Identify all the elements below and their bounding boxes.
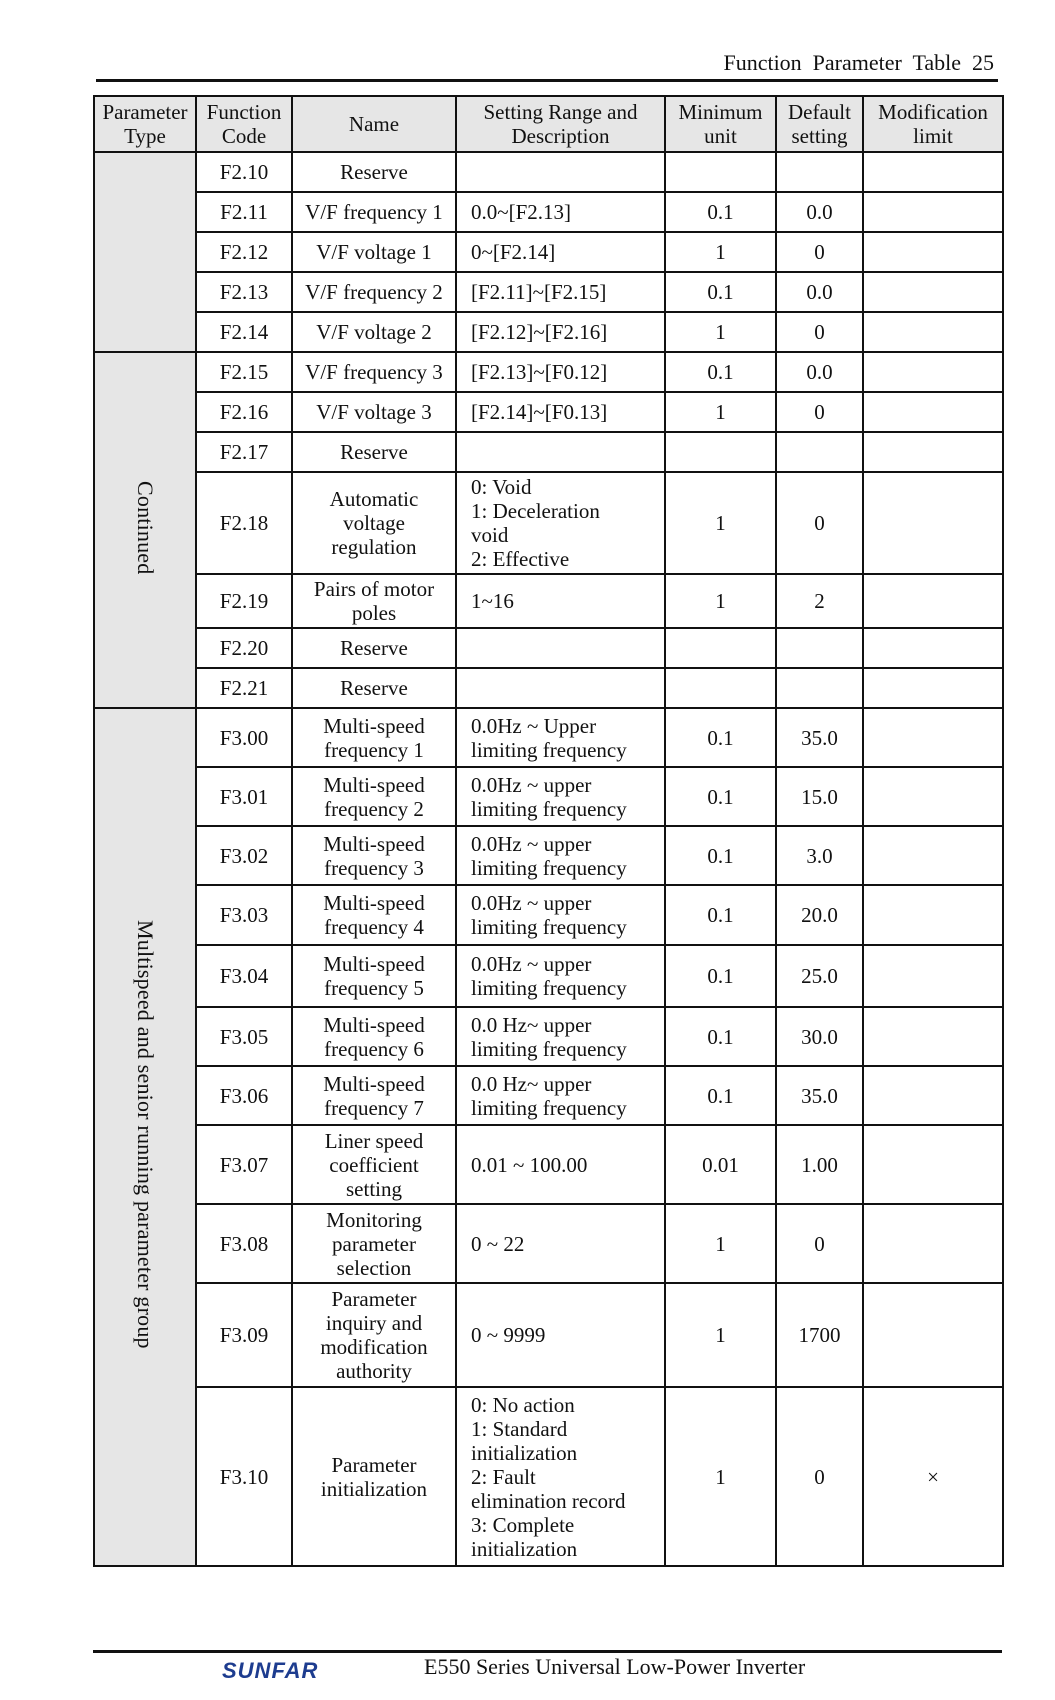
cell-function-code: F3.05 [196,1007,292,1066]
cell-function-code: F2.16 [196,392,292,432]
cell-minimum-unit [665,152,776,192]
cell-default-setting: 0 [776,1204,863,1283]
cell-modification-limit [863,574,1003,628]
table-row [94,628,1003,668]
cell-name: Pairs of motor poles [292,574,456,628]
cell-function-code: F3.06 [196,1066,292,1125]
cell-default-setting: 15.0 [776,767,863,826]
cell-modification-limit [863,1125,1003,1204]
cell-modification-limit [863,826,1003,885]
cell-modification-limit [863,1283,1003,1387]
cell-minimum-unit [665,668,776,708]
cell-setting-range [456,152,665,192]
table-row [94,1125,1003,1204]
parameter-table [93,95,1004,1567]
cell-default-setting [776,152,863,192]
cell-minimum-unit: 1 [665,312,776,352]
cell-setting-range: 0~[F2.14] [456,232,665,272]
cell-setting-range: 0.0 Hz~ upper limiting frequency [456,1066,665,1125]
cell-modification-limit [863,767,1003,826]
cell-minimum-unit [665,628,776,668]
cell-setting-range: 0.0Hz ~ upper limiting frequency [456,945,665,1007]
cell-function-code: F2.10 [196,152,292,192]
cell-name: Multi-speed frequency 3 [292,826,456,885]
cell-setting-range: 0 ~ 9999 [456,1283,665,1387]
cell-name: Multi-speed frequency 1 [292,708,456,767]
cell-name: Liner speed coefficient setting [292,1125,456,1204]
cell-name: Multi-speed frequency 7 [292,1066,456,1125]
table-row [94,767,1003,826]
cell-minimum-unit: 1 [665,1283,776,1387]
cell-default-setting: 3.0 [776,826,863,885]
header-default-setting: Default setting [776,96,863,152]
cell-minimum-unit: 1 [665,574,776,628]
table-row [94,885,1003,945]
cell-minimum-unit: 0.1 [665,1066,776,1125]
footer-rule [93,1650,1002,1653]
cell-function-code: F2.11 [196,192,292,232]
cell-default-setting: 0.0 [776,192,863,232]
cell-function-code: F3.09 [196,1283,292,1387]
cell-name: V/F frequency 1 [292,192,456,232]
cell-default-setting: 0.0 [776,272,863,312]
table-row [94,1283,1003,1387]
table-header-row [94,96,1003,152]
cell-function-code: F3.00 [196,708,292,767]
cell-name: Multi-speed frequency 2 [292,767,456,826]
cell-modification-limit [863,272,1003,312]
cell-modification-limit [863,708,1003,767]
cell-setting-range: 0: No action 1: Standard initialization 2: Fault elimination record 3: Complete initialization [456,1387,665,1566]
cell-minimum-unit: 1 [665,1387,776,1566]
cell-default-setting: 1700 [776,1283,863,1387]
table-row [94,352,1003,392]
cell-default-setting: 0 [776,312,863,352]
page-header [96,42,998,82]
cell-setting-range: 0.0~[F2.13] [456,192,665,232]
cell-name: V/F frequency 3 [292,352,456,392]
table-row [94,945,1003,1007]
cell-setting-range: 1~16 [456,574,665,628]
cell-name: Parameter initialization [292,1387,456,1566]
page-header-title: Function Parameter Table 25 [723,50,994,75]
cell-minimum-unit: 0.1 [665,885,776,945]
cell-modification-limit [863,192,1003,232]
cell-function-code: F3.08 [196,1204,292,1283]
cell-default-setting: 0 [776,392,863,432]
cell-setting-range: [F2.12]~[F2.16] [456,312,665,352]
cell-name: Reserve [292,152,456,192]
header-function-code: Function Code [196,96,292,152]
cell-modification-limit [863,152,1003,192]
cell-default-setting: 35.0 [776,1066,863,1125]
cell-setting-range: [F2.13]~[F0.12] [456,352,665,392]
table-row [94,1387,1003,1566]
cell-minimum-unit: 0.1 [665,708,776,767]
cell-function-code: F3.10 [196,1387,292,1566]
cell-name: Reserve [292,668,456,708]
table-row [94,152,1003,192]
cell-default-setting: 0 [776,1387,863,1566]
header-setting-range: Setting Range and Description [456,96,665,152]
cell-minimum-unit [665,432,776,472]
table-row [94,574,1003,628]
header-parameter-type: Parameter Type [94,96,196,152]
table-row [94,192,1003,232]
cell-function-code: F2.18 [196,472,292,574]
cell-name: V/F voltage 2 [292,312,456,352]
parameter-type-group [94,352,196,708]
cell-default-setting: 30.0 [776,1007,863,1066]
cell-minimum-unit: 0.01 [665,1125,776,1204]
header-minimum-unit: Minimum unit [665,96,776,152]
table-row [94,1066,1003,1125]
cell-modification-limit: × [863,1387,1003,1566]
cell-function-code: F3.01 [196,767,292,826]
cell-name: V/F voltage 3 [292,392,456,432]
cell-minimum-unit: 0.1 [665,767,776,826]
cell-name: Reserve [292,432,456,472]
table-row [94,708,1003,767]
cell-function-code: F2.13 [196,272,292,312]
footer-title: E550 Series Universal Low-Power Inverter [424,1654,806,1679]
cell-setting-range: 0.0Hz ~ Upper limiting frequency [456,708,665,767]
parameter-type-label: Continued [133,480,158,575]
cell-name: Multi-speed frequency 6 [292,1007,456,1066]
cell-minimum-unit: 1 [665,392,776,432]
cell-function-code: F2.17 [196,432,292,472]
cell-function-code: F2.14 [196,312,292,352]
cell-modification-limit [863,628,1003,668]
cell-setting-range: 0.0 Hz~ upper limiting frequency [456,1007,665,1066]
cell-minimum-unit: 0.1 [665,352,776,392]
table-row [94,432,1003,472]
cell-default-setting [776,668,863,708]
cell-function-code: F2.21 [196,668,292,708]
cell-default-setting [776,628,863,668]
cell-default-setting: 1.00 [776,1125,863,1204]
cell-modification-limit [863,432,1003,472]
cell-function-code: F2.15 [196,352,292,392]
cell-default-setting: 0 [776,232,863,272]
cell-default-setting: 35.0 [776,708,863,767]
sunfar-logo [222,1655,326,1685]
cell-function-code: F3.04 [196,945,292,1007]
cell-setting-range [456,628,665,668]
cell-modification-limit [863,885,1003,945]
cell-setting-range: 0.0Hz ~ upper limiting frequency [456,826,665,885]
cell-modification-limit [863,232,1003,272]
cell-setting-range: 0.01 ~ 100.00 [456,1125,665,1204]
cell-modification-limit [863,312,1003,352]
cell-function-code: F3.02 [196,826,292,885]
cell-name: V/F frequency 2 [292,272,456,312]
cell-name: V/F voltage 1 [292,232,456,272]
cell-setting-range [456,432,665,472]
cell-name: Reserve [292,628,456,668]
cell-minimum-unit: 0.1 [665,272,776,312]
cell-modification-limit [863,472,1003,574]
cell-minimum-unit: 0.1 [665,192,776,232]
cell-name: Multi-speed frequency 4 [292,885,456,945]
table-row [94,392,1003,432]
cell-name: Monitoring parameter selection [292,1204,456,1283]
cell-minimum-unit: 1 [665,232,776,272]
parameter-type-group [94,708,196,1566]
cell-name: Automatic voltage regulation [292,472,456,574]
header-modification-limit: Modification limit [863,96,1003,152]
cell-modification-limit [863,352,1003,392]
cell-minimum-unit: 0.1 [665,1007,776,1066]
cell-function-code: F2.12 [196,232,292,272]
cell-default-setting: 2 [776,574,863,628]
cell-setting-range [456,668,665,708]
table-row [94,272,1003,312]
cell-modification-limit [863,1066,1003,1125]
table-row [94,1007,1003,1066]
cell-function-code: F2.19 [196,574,292,628]
cell-minimum-unit: 0.1 [665,826,776,885]
parameter-type-group [94,152,196,352]
table-row [94,668,1003,708]
cell-setting-range: 0.0Hz ~ upper limiting frequency [456,767,665,826]
cell-setting-range: [F2.14]~[F0.13] [456,392,665,432]
cell-default-setting: 20.0 [776,885,863,945]
table-row [94,312,1003,352]
table-row [94,1204,1003,1283]
cell-modification-limit [863,392,1003,432]
cell-modification-limit [863,668,1003,708]
cell-name: Parameter inquiry and modification authority [292,1283,456,1387]
table-row [94,826,1003,885]
cell-minimum-unit: 0.1 [665,945,776,1007]
cell-setting-range: 0.0Hz ~ upper limiting frequency [456,885,665,945]
cell-setting-range: 0 ~ 22 [456,1204,665,1283]
table-row [94,232,1003,272]
cell-minimum-unit: 1 [665,472,776,574]
cell-modification-limit [863,1204,1003,1283]
cell-function-code: F2.20 [196,628,292,668]
header-name: Name [292,96,456,152]
cell-default-setting: 25.0 [776,945,863,1007]
cell-function-code: F3.03 [196,885,292,945]
cell-default-setting: 0 [776,472,863,574]
sunfar-logo-text: SUNFAR [222,1658,319,1683]
parameter-type-label: Multispeed and senior running parameter group [133,920,158,1349]
cell-setting-range: 0: Void 1: Deceleration void 2: Effective [456,472,665,574]
cell-name: Multi-speed frequency 5 [292,945,456,1007]
cell-modification-limit [863,945,1003,1007]
cell-default-setting [776,432,863,472]
table-row [94,472,1003,574]
cell-minimum-unit: 1 [665,1204,776,1283]
cell-modification-limit [863,1007,1003,1066]
cell-function-code: F3.07 [196,1125,292,1204]
cell-default-setting: 0.0 [776,352,863,392]
cell-setting-range: [F2.11]~[F2.15] [456,272,665,312]
